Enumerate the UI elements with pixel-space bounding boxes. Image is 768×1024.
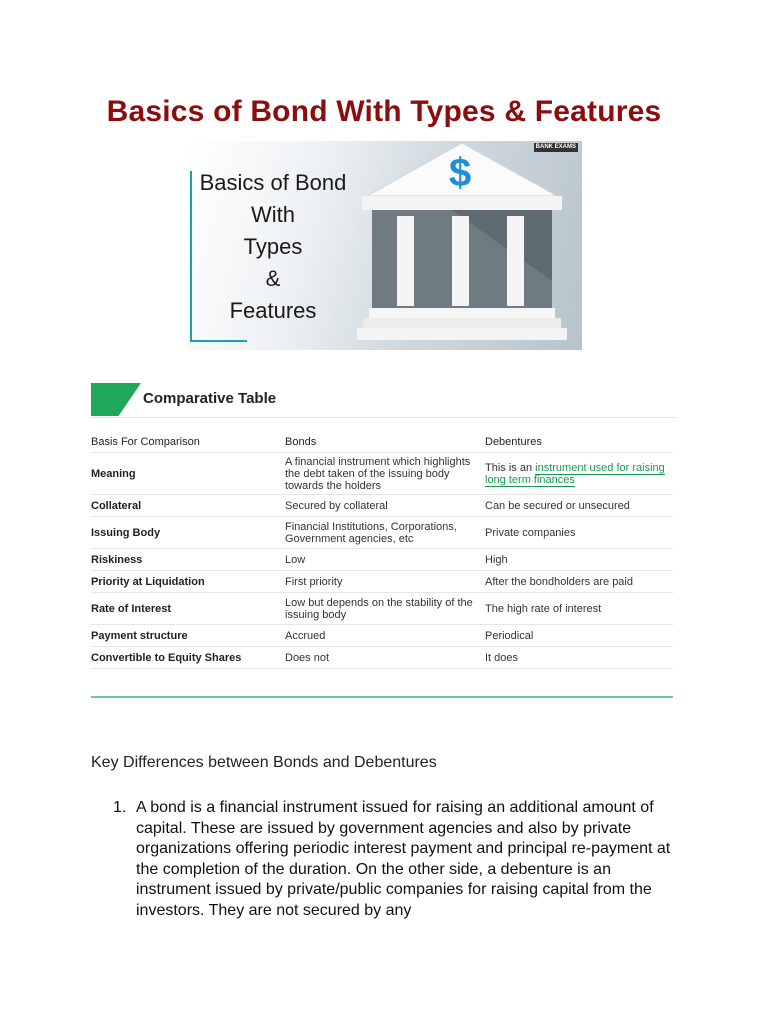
banner-image xyxy=(187,141,582,350)
basis-cell: Issuing Body xyxy=(91,517,285,549)
bonds-cell: Secured by collateral xyxy=(285,495,485,517)
column-header: Debentures xyxy=(485,432,673,453)
bonds-cell: Low but depends on the stability of the issuing body xyxy=(285,593,485,625)
table-row xyxy=(91,517,673,549)
basis-cell: Meaning xyxy=(91,453,285,495)
debentures-cell: The high rate of interest xyxy=(485,593,673,625)
debentures-cell: High xyxy=(485,549,673,571)
column-header: Basis For Comparison xyxy=(91,432,285,453)
banner-line: With xyxy=(251,202,295,227)
table-row xyxy=(91,647,673,669)
debentures-cell: Periodical xyxy=(485,625,673,647)
banner-caption xyxy=(187,167,359,327)
debentures-cell xyxy=(485,453,673,495)
banner-line: Basics of Bond xyxy=(199,170,347,195)
bonds-cell: Low xyxy=(285,549,485,571)
banner-line: Features xyxy=(229,298,317,323)
bonds-cell: A financial instrument which highlights the debt taken of the issuing body towards the holders xyxy=(285,453,485,495)
page-title: Basics of Bond With Types & Features xyxy=(106,95,662,128)
comparison-table xyxy=(91,432,673,669)
bonds-cell: Does not xyxy=(285,647,485,669)
debentures-cell: Can be secured or unsecured xyxy=(485,495,673,517)
table-row xyxy=(91,549,673,571)
table-row xyxy=(91,625,673,647)
dollar-sign-icon: $ xyxy=(449,151,472,195)
basis-cell: Priority at Liquidation xyxy=(91,571,285,593)
comparative-table xyxy=(91,381,677,669)
basis-cell: Payment structure xyxy=(91,625,285,647)
debentures-link[interactable]: instrument used for raising long term finances xyxy=(485,461,665,486)
column-header: Bonds xyxy=(285,432,485,453)
bonds-cell: Accrued xyxy=(285,625,485,647)
banner-line: & xyxy=(265,266,281,291)
table-row xyxy=(91,495,673,517)
basis-cell: Riskiness xyxy=(91,549,285,571)
basis-cell: Rate of Interest xyxy=(91,593,285,625)
table-divider xyxy=(91,696,673,698)
debentures-cell: It does xyxy=(485,647,673,669)
debentures-cell: Private companies xyxy=(485,517,673,549)
list-number: 1. xyxy=(113,799,127,816)
section-heading: Key Differences between Bonds and Debentures xyxy=(91,754,437,771)
list-item-text: A bond is a financial instrument issued for raising an additional amount of capital. These are issued by government agencies and also by private organizations offering periodic interest payment and principal re-payment at the completion of the duration. On the other side, a debenture is an instrument issued by private/public companies for raising capital from the investors. They are not secured by any xyxy=(136,799,671,919)
table-header-bar xyxy=(91,381,677,418)
basis-cell: Collateral xyxy=(91,495,285,517)
debentures-cell: After the bondholders are paid xyxy=(485,571,673,593)
banner-line: Types xyxy=(243,234,303,259)
table-row xyxy=(91,453,673,495)
table-row xyxy=(91,571,673,593)
list-item xyxy=(113,798,683,922)
table-title: Comparative Table xyxy=(143,390,277,407)
table-row xyxy=(91,593,673,625)
bonds-cell: Financial Institutions, Corporations, Government agencies, etc xyxy=(285,517,485,549)
table-header-row xyxy=(91,432,673,453)
debentures-text: This is an xyxy=(485,461,536,474)
brand-logo: BANK EXAMS xyxy=(535,144,576,150)
basis-cell: Convertible to Equity Shares xyxy=(91,647,285,669)
green-tab-icon xyxy=(91,383,141,416)
bonds-cell: First priority xyxy=(285,571,485,593)
